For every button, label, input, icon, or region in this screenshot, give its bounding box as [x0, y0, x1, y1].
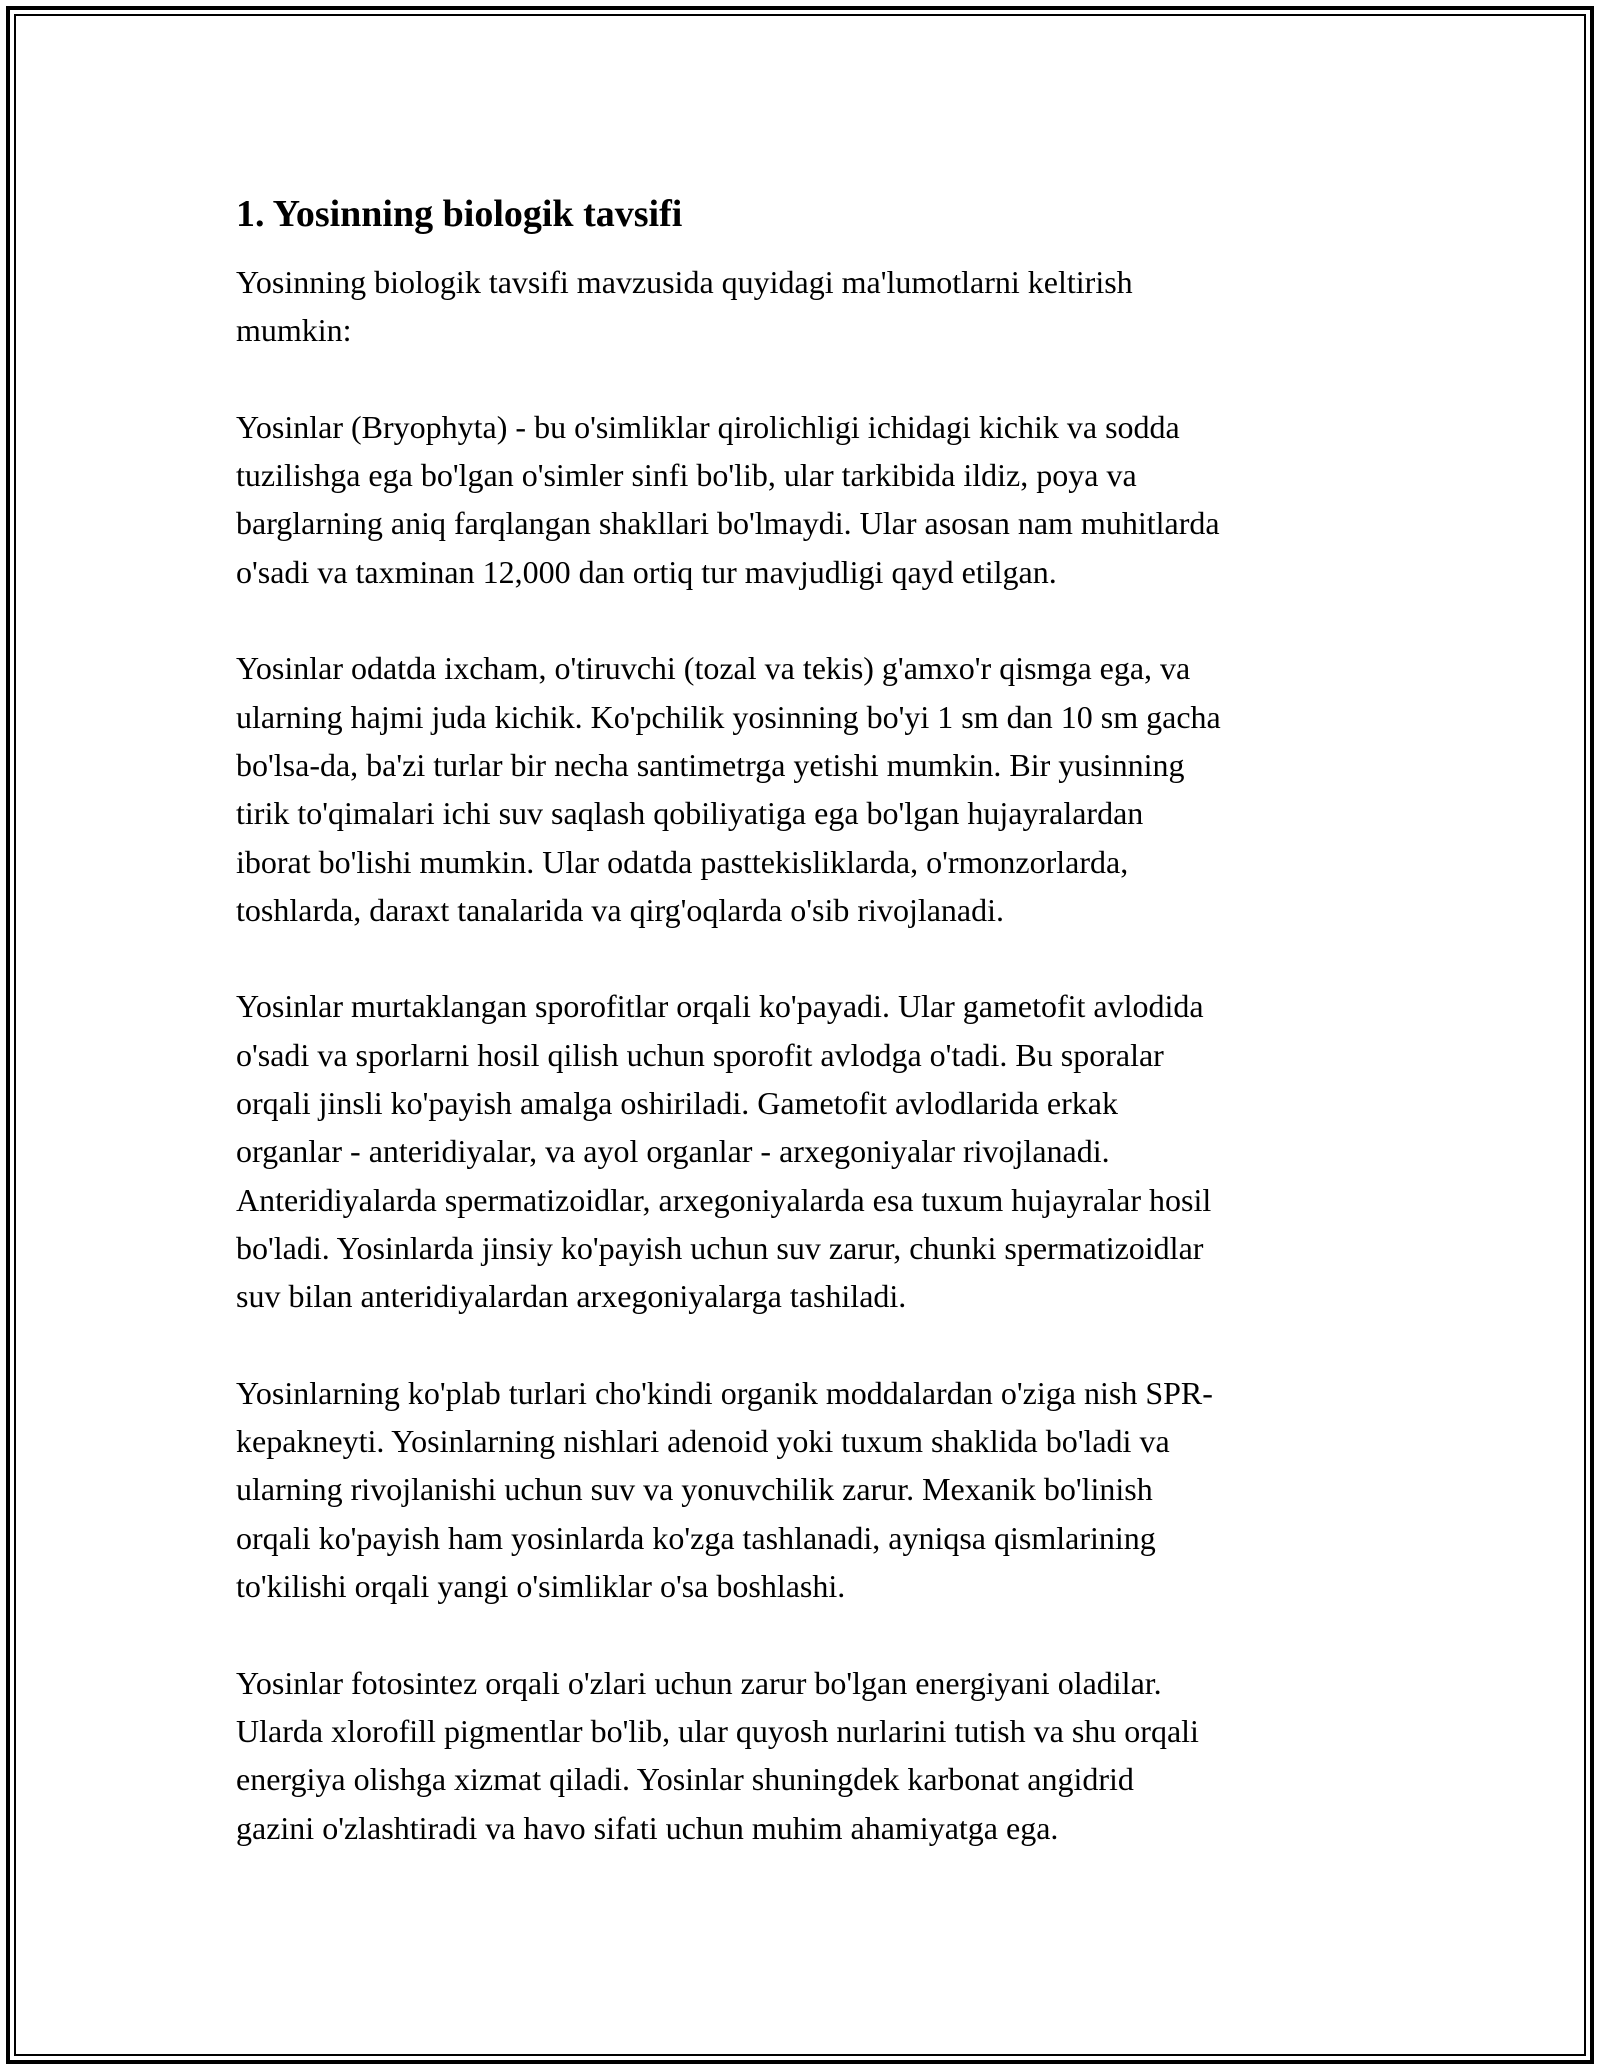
document-body: [236, 186, 1386, 1852]
paragraph-vegetative: Yosinlarning ko'plab turlari cho'kindi organik moddalardan o'ziga nish SPR- kepakneyti. Yosinlarning nishlari adenoid yoki tuxum shaklida bo'ladi va ularning rivojlanishi uchun suv va yonuvchilik zarur. Mexanik bo'linish orqali ko'payish ham yosinlarda ko'zga tashlanadi, ayniqsa qismlarining to'kilishi orqali yangi o'simliklar o'sa boshlashi.: [236, 1374, 1213, 1605]
paragraph-reproduction: Yosinlar murtaklangan sporofitlar orqali ko'payadi. Ular gametofit avlodida o'sadi va sporlarni hosil qilish uchun sporofit avlodga o'tadi. Bu sporalar orqali jinsli ko'payish amalga oshiriladi. Gametofit avlodlarida erkak organlar - anteridiyalar, va ayol organlar - arxegoniyalar rivojlanadi. Anteridiyalarda spermatizoidlar, arxegoniyalarda esa tuxum hujayralar hosil bo'ladi. Yosinlarda jinsiy ko'payish uchun suv zarur, chunki spermatizoidlar suv bilan anteridiyalardan arxegoniyalarga tashiladi.: [236, 988, 1212, 1315]
intro-paragraph: Yosinning biologik tavsifi mavzusida quyidagi ma'lumotlarni keltirish mumkin:: [236, 264, 1133, 349]
section-heading: 1. Yosinning biologik tavsifi: [236, 193, 683, 235]
paragraph-morphology: Yosinlar odatda ixcham, o'tiruvchi (tozal va tekis) g'amxo'r qismga ega, va ularning hajmi juda kichik. Ko'pchilik yosinning bo'yi 1 sm dan 10 sm gacha bo'lsa-da, ba'zi turlar bir necha santimetrga yetishi mumkin. Bir yusinning tirik to'qimalari ichi suv saqlash qobiliyatiga ega bo'lgan hujayralardan iborat bo'lishi mumkin. Ular odatda pasttekisliklarda, o'rmonzorlarda, toshlarda, daraxt tanalarida va qirg'oqlarda o'sib rivojlanadi.: [236, 650, 1221, 928]
paragraph-bryophyta: Yosinlar (Bryophyta) - bu o'simliklar qirolichligi ichidagi kichik va sodda tuzilishga ega bo'lgan o'simler sinfi bo'lib, ular tarkibida ildiz, poya va barglarning aniq farqlangan shakllari bo'lmaydi. Ular asosan nam muhitlarda o'sadi va taxminan 12,000 dan ortiq tur mavjudligi qayd etilgan.: [236, 408, 1220, 590]
paragraph-photosynthesis: Yosinlar fotosintez orqali o'zlari uchun zarur bo'lgan energiyani oladilar. Ularda xlorofill pigmentlar bo'lib, ular quyosh nurlarini tutish va shu orqali energiya olishga xizmat qiladi. Yosinlar shuningdek karbonat angidrid gazini o'zlashtiradi va havo sifati uchun muhim ahamiyatga ega.: [236, 1664, 1199, 1846]
